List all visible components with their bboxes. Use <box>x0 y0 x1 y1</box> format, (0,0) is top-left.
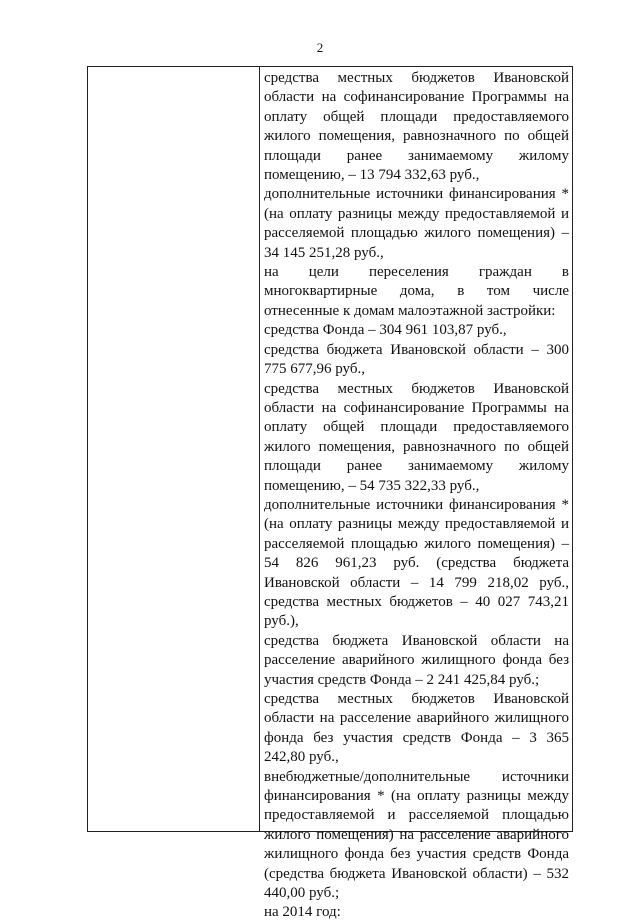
paragraph: средства Фонда – 304 961 103,87 руб., <box>264 322 507 339</box>
document-table <box>87 66 573 921</box>
table-left-column <box>88 67 260 831</box>
paragraph: средства бюджета Ивановской области на расселение аварийного жилищного фонда без участия средств Фонда – 2 241 425,84 руб.; <box>264 632 569 688</box>
paragraph: дополнительные источники финансирования * (на оплату разницы между предоставляемой и расселяемой площадью жилого помещения) – 54 826 961,23 руб. (средства бюджета Ивановской области – 14 799 218,02 руб., средства местных бюджетов – 40 027 743,21 руб.), <box>264 496 569 630</box>
paragraph: на цели переселения граждан в многоквартирные дома, в том числе отнесенные к домам малоэтажной застройки: <box>264 264 569 319</box>
paragraph: средства местных бюджетов Ивановской области на софинансирование Программы на оплату общей площади предоставляемого жилого помещения, равнозначного по общей площади ранее занимаемому жилому помещению, – 54 735 322,33 руб., <box>264 380 569 494</box>
paragraph: средства местных бюджетов Ивановской области на софинансирование Программы на оплату общей площади предоставляемого жилого помещения, равнозначного по общей площади ранее занимаемому жилому помещению, – 13 794 332,63 руб., <box>264 70 569 184</box>
page-number: 2 <box>316 40 324 55</box>
paragraph: внебюджетные/дополнительные источники финансирования * (на оплату разницы между предоставляемой и расселяемой площадью жилого помещения) на расселение аварийного жилищного фонда без участия средств Фонда (средства бюджета Ивановской области) – 532 440,00 руб.; <box>264 768 569 902</box>
paragraph: на 2014 год: <box>264 904 341 921</box>
table-right-column <box>260 67 572 921</box>
paragraph: средства бюджета Ивановской области – 300 775 677,96 руб., <box>264 341 569 378</box>
paragraph: средства местных бюджетов Ивановской области на расселение аварийного жилищного фонда без участия средств Фонда – 3 365 242,80 руб., <box>264 691 569 766</box>
paragraph: дополнительные источники финансирования * (на оплату разницы между предоставляемой и расселяемой площадью жилого помещения) – 34 145 251,28 руб., <box>264 186 569 261</box>
